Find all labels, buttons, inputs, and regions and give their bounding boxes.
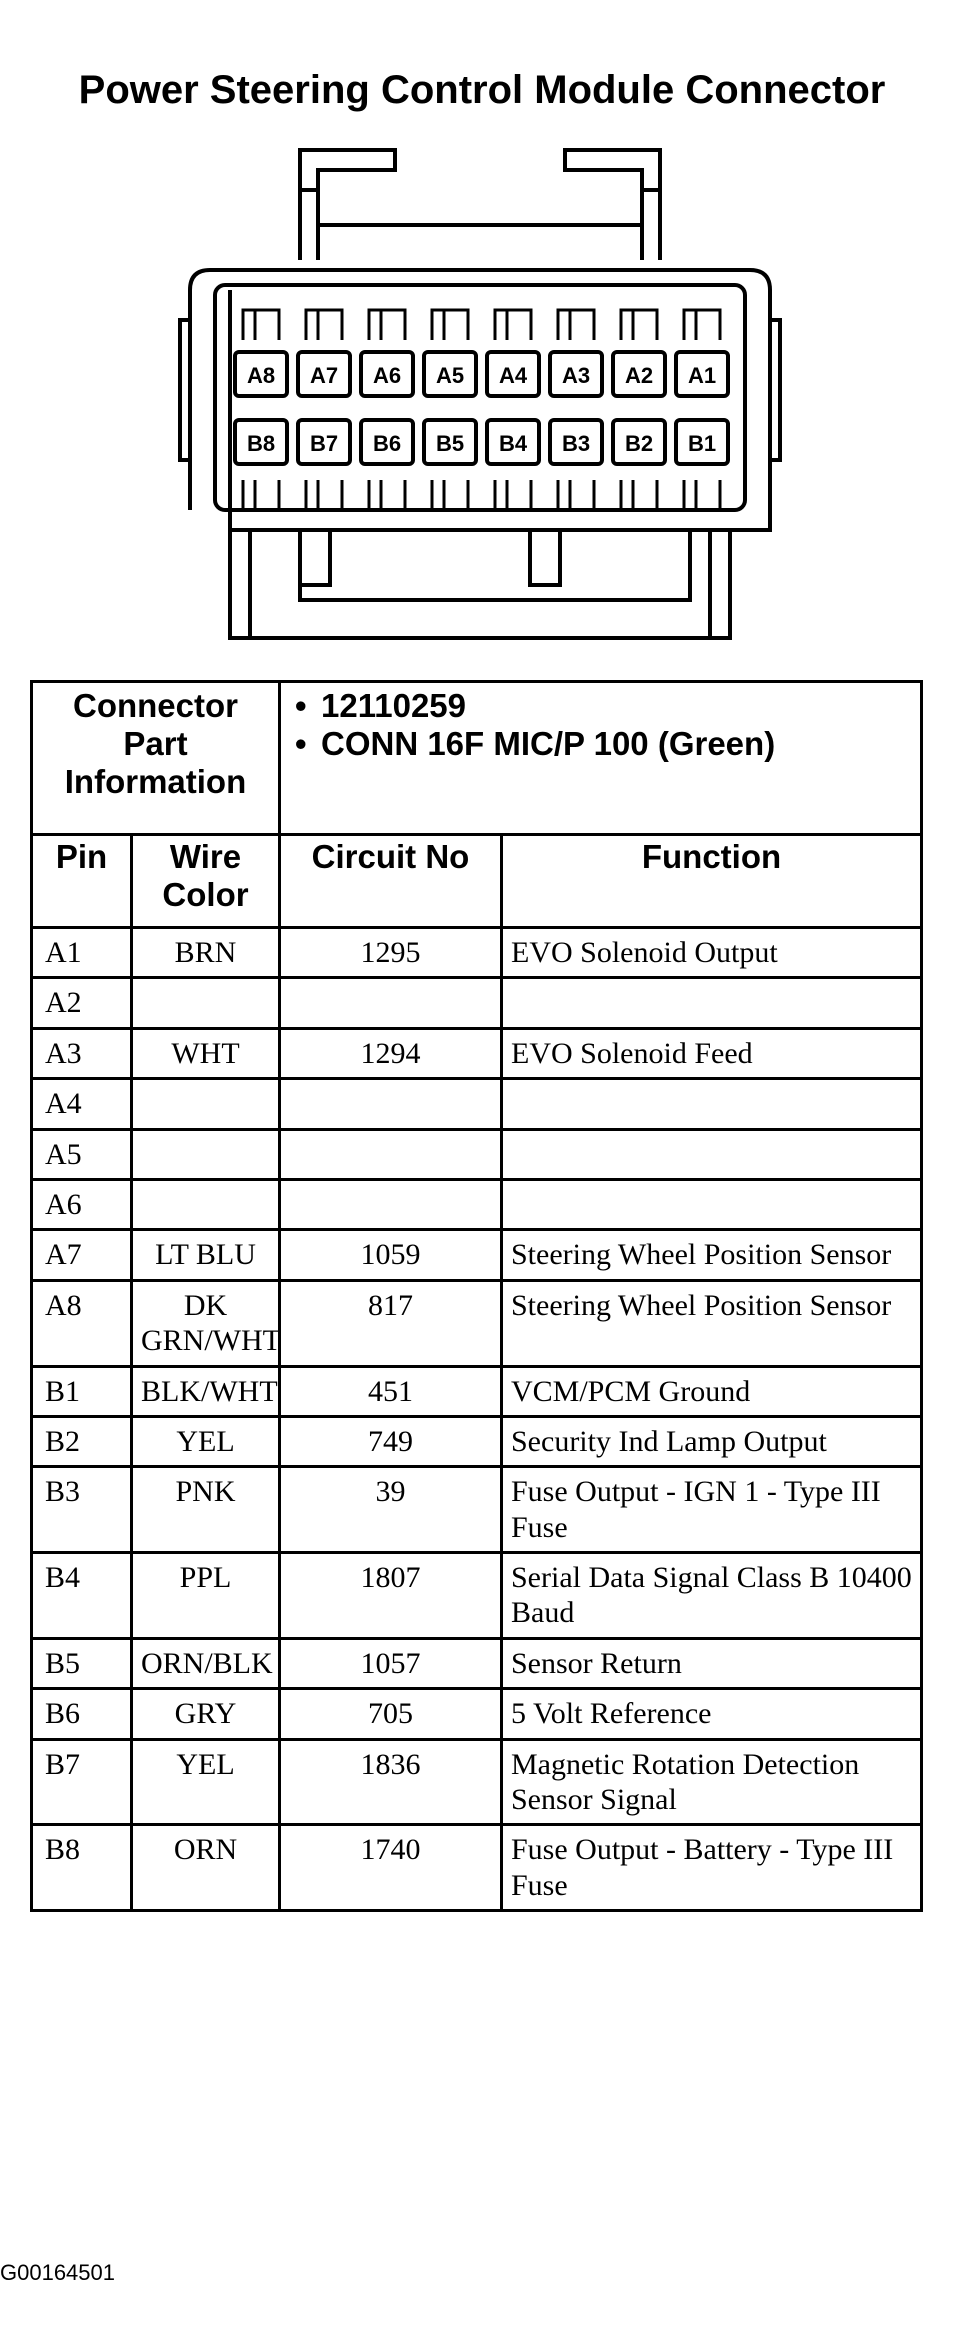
wire-color-cell xyxy=(132,1129,280,1179)
pin-cell: B3 xyxy=(32,1467,132,1553)
table-row xyxy=(32,928,922,978)
circuit-no-cell xyxy=(280,978,502,1028)
latch-tooth xyxy=(558,480,594,510)
function-cell: Fuse Output - IGN 1 - Type III Fuse xyxy=(502,1467,922,1553)
pin-cell: A5 xyxy=(32,1129,132,1179)
function-cell: Sensor Return xyxy=(502,1638,922,1688)
circuit-no-cell: 1740 xyxy=(280,1825,502,1911)
figure-code: G00164501 xyxy=(0,2260,115,2285)
pin-b4 xyxy=(487,420,539,464)
circuit-no-cell: 749 xyxy=(280,1416,502,1466)
pin-b2 xyxy=(613,420,665,464)
latch-tooth xyxy=(243,310,279,340)
function-cell xyxy=(502,1079,922,1129)
pin-cell: A4 xyxy=(32,1079,132,1129)
latch-tooth xyxy=(495,480,531,510)
latch-tooth xyxy=(369,480,405,510)
table-row xyxy=(32,1079,922,1129)
circuit-no-cell xyxy=(280,1079,502,1129)
pin-label: A2 xyxy=(624,363,654,388)
table-row xyxy=(32,1129,922,1179)
circuit-no-cell: 1059 xyxy=(280,1230,502,1280)
connector-latch-left xyxy=(300,150,395,260)
table-row xyxy=(32,1467,922,1553)
pin-label: B3 xyxy=(561,431,591,456)
table-row xyxy=(32,1179,922,1229)
part-info-row xyxy=(32,682,922,835)
circuit-no-cell: 1057 xyxy=(280,1638,502,1688)
function-cell: Magnetic Rotation Detection Sensor Signal xyxy=(502,1739,922,1825)
pin-label: A3 xyxy=(561,363,591,388)
circuit-no-cell: 39 xyxy=(280,1467,502,1553)
pin-cell: A3 xyxy=(32,1028,132,1078)
wire-color-cell xyxy=(132,978,280,1028)
function-cell: EVO Solenoid Feed xyxy=(502,1028,922,1078)
table-row xyxy=(32,1689,922,1739)
pin-label: B6 xyxy=(372,431,402,456)
pin-cell: B6 xyxy=(32,1689,132,1739)
pin-label: B7 xyxy=(309,431,339,456)
table-row xyxy=(32,1825,922,1911)
circuit-no-cell: 817 xyxy=(280,1280,502,1366)
pin-label: B1 xyxy=(687,431,717,456)
pin-a7 xyxy=(298,352,350,396)
pin-b8 xyxy=(235,420,287,464)
pin-label: B4 xyxy=(498,431,528,456)
table-row xyxy=(32,1028,922,1078)
pin-label: A7 xyxy=(309,363,339,388)
circuit-no-cell: 1807 xyxy=(280,1553,502,1639)
wire-color-cell: YEL xyxy=(132,1739,280,1825)
wire-color-cell: BRN xyxy=(132,928,280,978)
pin-label: A6 xyxy=(372,363,402,388)
wire-color-cell: ORN/BLK xyxy=(132,1638,280,1688)
wire-color-cell: YEL xyxy=(132,1416,280,1466)
connector-latch-right xyxy=(565,150,660,260)
pin-cell: B1 xyxy=(32,1366,132,1416)
latch-tooth xyxy=(243,480,279,510)
pin-a5 xyxy=(424,352,476,396)
pin-cell: B8 xyxy=(32,1825,132,1911)
pin-cell: B2 xyxy=(32,1416,132,1466)
header-wire-color: Wire Color xyxy=(132,835,280,928)
circuit-no-cell: 705 xyxy=(280,1689,502,1739)
table-row xyxy=(32,1739,922,1825)
function-cell xyxy=(502,1179,922,1229)
connector-diagram xyxy=(0,130,964,650)
pin-cell: A8 xyxy=(32,1280,132,1366)
circuit-no-cell xyxy=(280,1129,502,1179)
part-info-list xyxy=(280,682,922,835)
latch-tooth xyxy=(621,310,657,340)
pin-cell: B4 xyxy=(32,1553,132,1639)
latch-tooth xyxy=(306,310,342,340)
latch-tooth xyxy=(558,310,594,340)
part-description: • CONN 16F MIC/P 100 (Green) xyxy=(295,724,776,762)
table-row xyxy=(32,1553,922,1639)
circuit-no-cell xyxy=(280,1179,502,1229)
wire-color-cell: DK GRN/WHT xyxy=(132,1280,280,1366)
latch-tooth xyxy=(684,480,720,510)
function-cell: Steering Wheel Position Sensor xyxy=(502,1280,922,1366)
pin-a3 xyxy=(550,352,602,396)
function-cell: Fuse Output - Battery - Type III Fuse xyxy=(502,1825,922,1911)
pin-cell: A6 xyxy=(32,1179,132,1229)
diagram-title: Power Steering Control Module Connector xyxy=(78,68,886,112)
pin-a1 xyxy=(676,352,728,396)
pin-a8 xyxy=(235,352,287,396)
pin-b3 xyxy=(550,420,602,464)
pin-a4 xyxy=(487,352,539,396)
pin-a6 xyxy=(361,352,413,396)
part-number: • 12110259 xyxy=(295,687,467,724)
pin-row-a xyxy=(235,352,728,396)
pin-label: B5 xyxy=(435,431,465,456)
wire-color-cell xyxy=(132,1079,280,1129)
pin-b5 xyxy=(424,420,476,464)
pin-label: A8 xyxy=(246,363,276,388)
wire-color-cell: GRY xyxy=(132,1689,280,1739)
circuit-no-cell: 1294 xyxy=(280,1028,502,1078)
table-row xyxy=(32,978,922,1028)
latch-tooth xyxy=(432,310,468,340)
table-row xyxy=(32,1638,922,1688)
function-cell: VCM/PCM Ground xyxy=(502,1366,922,1416)
function-cell: EVO Solenoid Output xyxy=(502,928,922,978)
pin-a2 xyxy=(613,352,665,396)
latch-tooth xyxy=(621,480,657,510)
wire-color-cell: PPL xyxy=(132,1553,280,1639)
pin-cell: A1 xyxy=(32,928,132,978)
table-row xyxy=(32,1366,922,1416)
pin-label: A4 xyxy=(498,363,528,388)
pin-b1 xyxy=(676,420,728,464)
wire-color-cell: WHT xyxy=(132,1028,280,1078)
pin-row-b xyxy=(235,420,728,464)
latch-tooth xyxy=(369,310,405,340)
pin-cell: A2 xyxy=(32,978,132,1028)
pin-label: A5 xyxy=(435,363,465,388)
table-row xyxy=(32,1280,922,1366)
circuit-no-cell: 1295 xyxy=(280,928,502,978)
header-pin: Pin xyxy=(32,835,132,928)
latch-tooth xyxy=(306,480,342,510)
table-row xyxy=(32,1230,922,1280)
wire-color-cell: BLK/WHT xyxy=(132,1366,280,1416)
header-function: Function xyxy=(502,835,922,928)
wire-color-cell: LT BLU xyxy=(132,1230,280,1280)
pin-b6 xyxy=(361,420,413,464)
part-info-label: Connector Part Information xyxy=(32,682,280,835)
pin-b7 xyxy=(298,420,350,464)
pin-cell: B5 xyxy=(32,1638,132,1688)
pin-label: A1 xyxy=(687,363,717,388)
pin-cell: A7 xyxy=(32,1230,132,1280)
function-cell: Serial Data Signal Class B 10400 Baud xyxy=(502,1553,922,1639)
latch-tooth xyxy=(495,310,531,340)
pin-cell: B7 xyxy=(32,1739,132,1825)
function-cell: Steering Wheel Position Sensor xyxy=(502,1230,922,1280)
table-row xyxy=(32,1416,922,1466)
circuit-no-cell: 451 xyxy=(280,1366,502,1416)
pin-label: B8 xyxy=(246,431,276,456)
pin-table xyxy=(30,680,923,1912)
wire-color-cell xyxy=(132,1179,280,1229)
latch-tooth xyxy=(684,310,720,340)
latch-tooth xyxy=(432,480,468,510)
function-cell xyxy=(502,1129,922,1179)
header-circuit-no: Circuit No xyxy=(280,835,502,928)
function-cell: Security Ind Lamp Output xyxy=(502,1416,922,1466)
wire-color-cell: ORN xyxy=(132,1825,280,1911)
function-cell xyxy=(502,978,922,1028)
function-cell: 5 Volt Reference xyxy=(502,1689,922,1739)
column-header-row xyxy=(32,835,922,928)
circuit-no-cell: 1836 xyxy=(280,1739,502,1825)
wire-color-cell: PNK xyxy=(132,1467,280,1553)
pin-label: B2 xyxy=(624,431,654,456)
